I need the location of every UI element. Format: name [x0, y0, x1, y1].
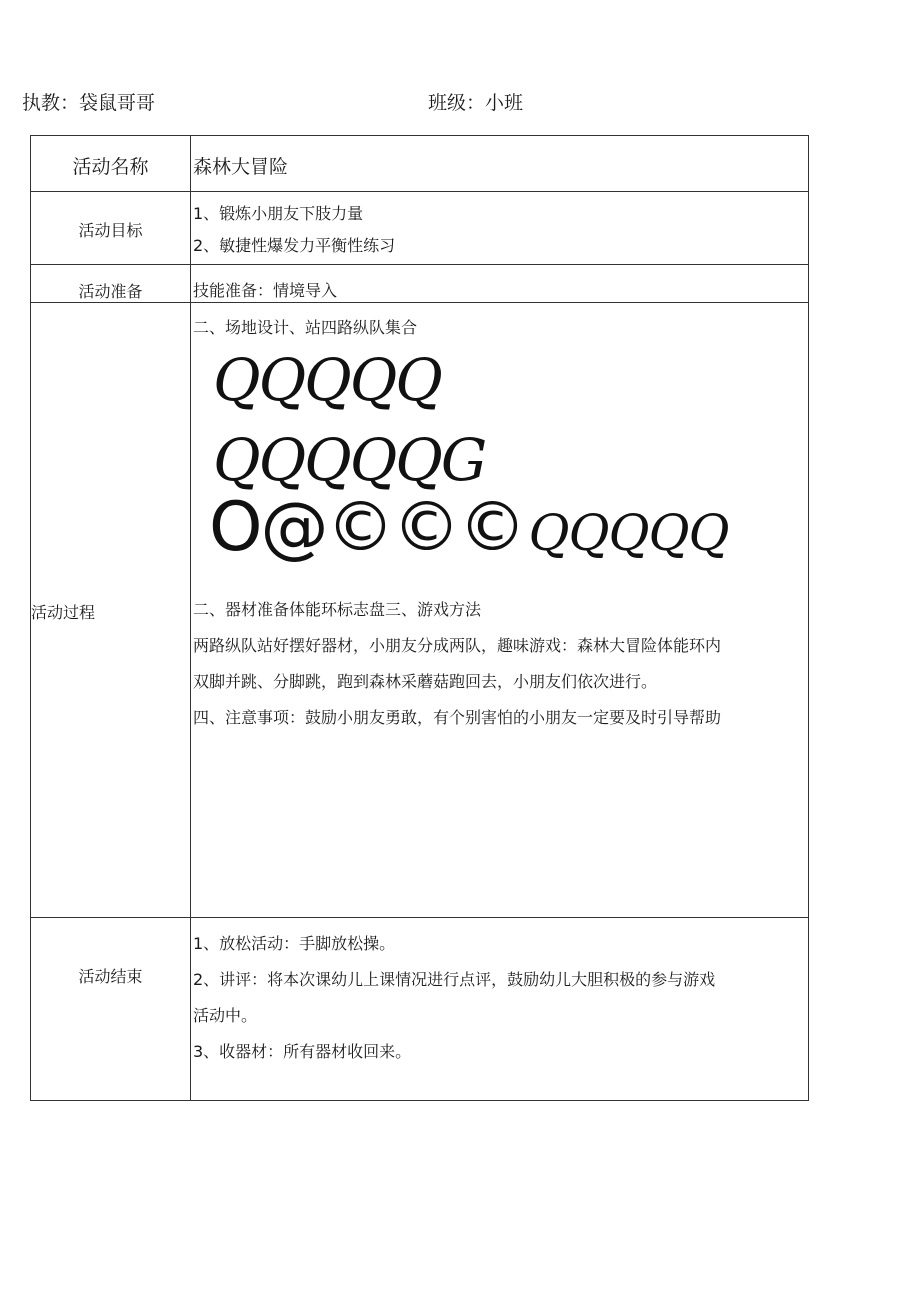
row-activity-prep: [31, 265, 809, 303]
child-mark: ©: [458, 488, 525, 567]
child-mark: Q: [258, 426, 305, 494]
child-mark: Q: [395, 346, 441, 414]
process-line: 双脚并跳、分脚跳，跑到森林采蘑菇跑回去，小朋友们依次进行。: [193, 672, 658, 691]
formation-row-3: [209, 488, 729, 567]
class-label: 班级：小班: [428, 92, 524, 114]
value-cell: [191, 918, 809, 1101]
process-content: [191, 588, 808, 736]
end-content: [191, 918, 808, 1070]
formation-diagram: [191, 338, 808, 588]
goal-line: 2、敏捷性爆发力平衡性练习: [193, 236, 396, 255]
child-mark: Q: [648, 504, 689, 562]
row-activity-process: [31, 303, 809, 918]
child-mark: Q: [568, 504, 609, 562]
activity-goal-label: 活动目标: [78, 221, 143, 240]
activity-process-label: 活动过程: [31, 603, 96, 622]
child-mark: Q: [304, 426, 350, 494]
label-cell: [31, 918, 191, 1101]
child-mark: ©: [326, 488, 393, 567]
label-cell: [31, 265, 191, 303]
process-line: 二、器材准备体能环标志盘三、游戏方法: [193, 600, 482, 619]
value-cell: [191, 192, 809, 265]
child-mark: Q: [395, 426, 441, 494]
value-cell: [191, 303, 809, 918]
child-mark: Q: [304, 346, 350, 414]
child-mark: Q: [213, 426, 259, 494]
child-mark: Q: [349, 426, 396, 494]
activity-end-label: 活动结束: [78, 967, 143, 986]
prep-value: 技能准备：情境导入: [193, 281, 338, 300]
child-mark: Q: [608, 504, 649, 562]
label-cell: [31, 192, 191, 265]
child-mark: Q: [258, 346, 305, 414]
end-line: 活动中。: [193, 1006, 258, 1025]
value-cell: [191, 136, 809, 192]
child-mark: Q: [688, 504, 729, 562]
value-cell: [191, 265, 809, 303]
child-mark: G: [440, 426, 486, 494]
formation-row-3-q: [529, 504, 729, 562]
teacher-label: 执教：袋鼠哥哥: [22, 92, 156, 114]
formation-row-1: [213, 346, 441, 414]
label-cell: [31, 136, 191, 192]
lesson-plan-table: [30, 135, 809, 1101]
child-mark: Q: [213, 346, 259, 414]
process-line: 两路纵队站好摆好器材，小朋友分成两队，趣味游戏：森林大冒险体能环内: [193, 636, 722, 655]
formation-row-2: [213, 426, 485, 494]
formation-row-3-large: [209, 488, 525, 567]
child-mark: ©: [392, 488, 459, 567]
process-intro: 二、场地设计、站四路纵队集合: [193, 318, 418, 337]
goal-line: 1、锻炼小朋友下肢力量: [193, 204, 364, 223]
label-cell: [31, 303, 191, 918]
activity-prep-label: 活动准备: [78, 282, 143, 301]
end-line: 2、讲评：将本次课幼儿上课情况进行点评，鼓励幼儿大胆积极的参与游戏: [193, 970, 716, 989]
activity-name-value: 森林大冒险: [193, 156, 289, 178]
child-mark: Q: [349, 346, 396, 414]
child-mark: Q: [528, 504, 569, 562]
row-activity-end: [31, 918, 809, 1101]
activity-name-label: 活动名称: [72, 156, 149, 178]
child-mark: @: [260, 488, 327, 567]
end-line: 3、收器材：所有器材收回来。: [193, 1042, 412, 1061]
goal-content: [191, 192, 808, 262]
child-mark: O: [209, 488, 261, 567]
process-line: 四、注意事项：鼓励小朋友勇敢，有个别害怕的小朋友一定要及时引导帮助: [193, 708, 722, 727]
row-activity-goal: [31, 192, 809, 265]
row-activity-name: [31, 136, 809, 192]
end-line: 1、放松活动：手脚放松操。: [193, 934, 396, 953]
